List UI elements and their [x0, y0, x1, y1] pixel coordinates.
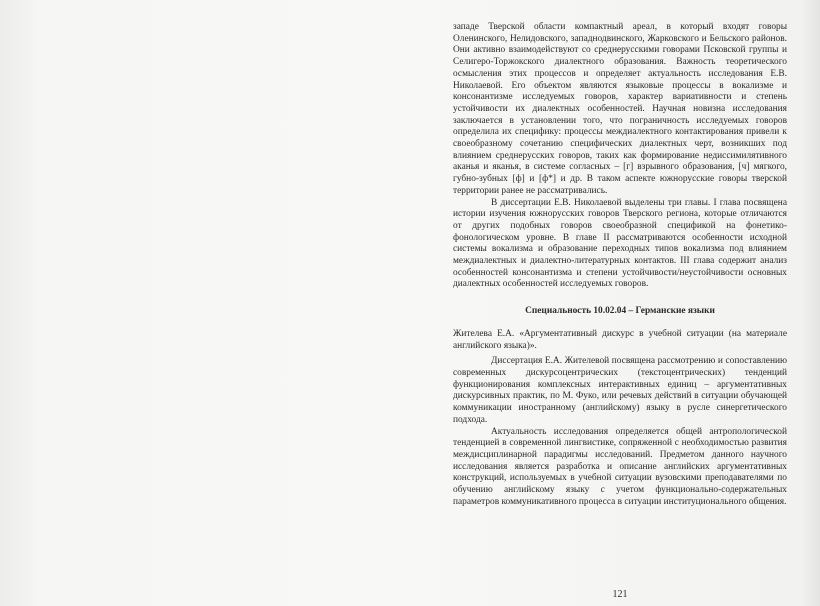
- paragraph-chapters: В диссертации Е.В. Николаевой выделены три главы. I глава посвящена истории изучения южнорусских говоров Тверского региона, которые отличаются от других подобных говоров своеобразной спецификой на фонетико-фонологическом уровне. В главе II рассматриваются особенности исходной системы вокализма и образование переходных типов вокализма под влиянием междиалектных и диалектно-литературных контактов. III глава содержит анализ особенностей консонантизма и степени устойчивости/неустойчивости основных диалектных особенностей исследуемых говоров.: [453, 197, 787, 290]
- author-line: Жителева Е.А. «Аргументативный дискурс в учебной ситуации (на материале английского языка)».: [453, 328, 787, 351]
- text-column: [453, 22, 787, 508]
- paragraph-relevance: Актуальность исследования определяется общей антропологической тенденцией в современной лингвистике, сопряженной с необходимостью развития междисциплинарной парадигмы исследований. Предметом данного научного исследования является разработка и описание английских аргументативных конструкций, используемых в учебной ситуации вузовскими преподавателями по обучению английскому языку с учетом функционально-содержательных параметров коммуникативного процесса в ситуации институционального общения.: [453, 426, 787, 507]
- paragraph-continued: западе Тверской области компактный ареал, в который входят говоры Оленинского, Нелидовского, западнодвинского, Жарковского и Бельского районов. Они активно взаимодействуют со среднерусскими говорами Псковской группы и Селигеро-Торжокского диалектного образования. Важность теоретического осмысления этих процессов и определяет актуальность исследования Е.В. Николаевой. Его объектом являются языковые процессы в вокализме и консонантизме исследуемых говоров, характер вариативности и степень устойчивости их диалектных особенностей. Научная новизна исследования заключается в установлении того, что пограничность исследуемых говоров определила их специфику: процессы междиалектного контактирования привели к своеобразному сочетанию специфических диалектных черт, возникших под влиянием среднерусских говоров, таких как формирование недиссимилятивного аканья и яканья, в системе согласных – [г] взрывного образования, [ч] мягкого, губно-зубных [ф] и [ф*] и др. В таком аспекте южнорусские говоры тверской территории ранее не рассматривались.: [453, 22, 787, 196]
- page-number: 121: [612, 589, 628, 600]
- section-heading: Специальность 10.02.04 – Германские языки: [525, 306, 715, 317]
- paragraph-dissertation: Диссертация Е.А. Жителевой посвящена рассмотрению и сопоставлению современных дискурсоцентрических (текстоцентрических) тенденций функционирования комплексных интерактивных единиц – аргументативных дискурсивных практик, по М. Фуко, или речевых действий в ситуации обучающей коммуникации иностранному (английскому) языку в русле синергетического подхода.: [453, 356, 787, 425]
